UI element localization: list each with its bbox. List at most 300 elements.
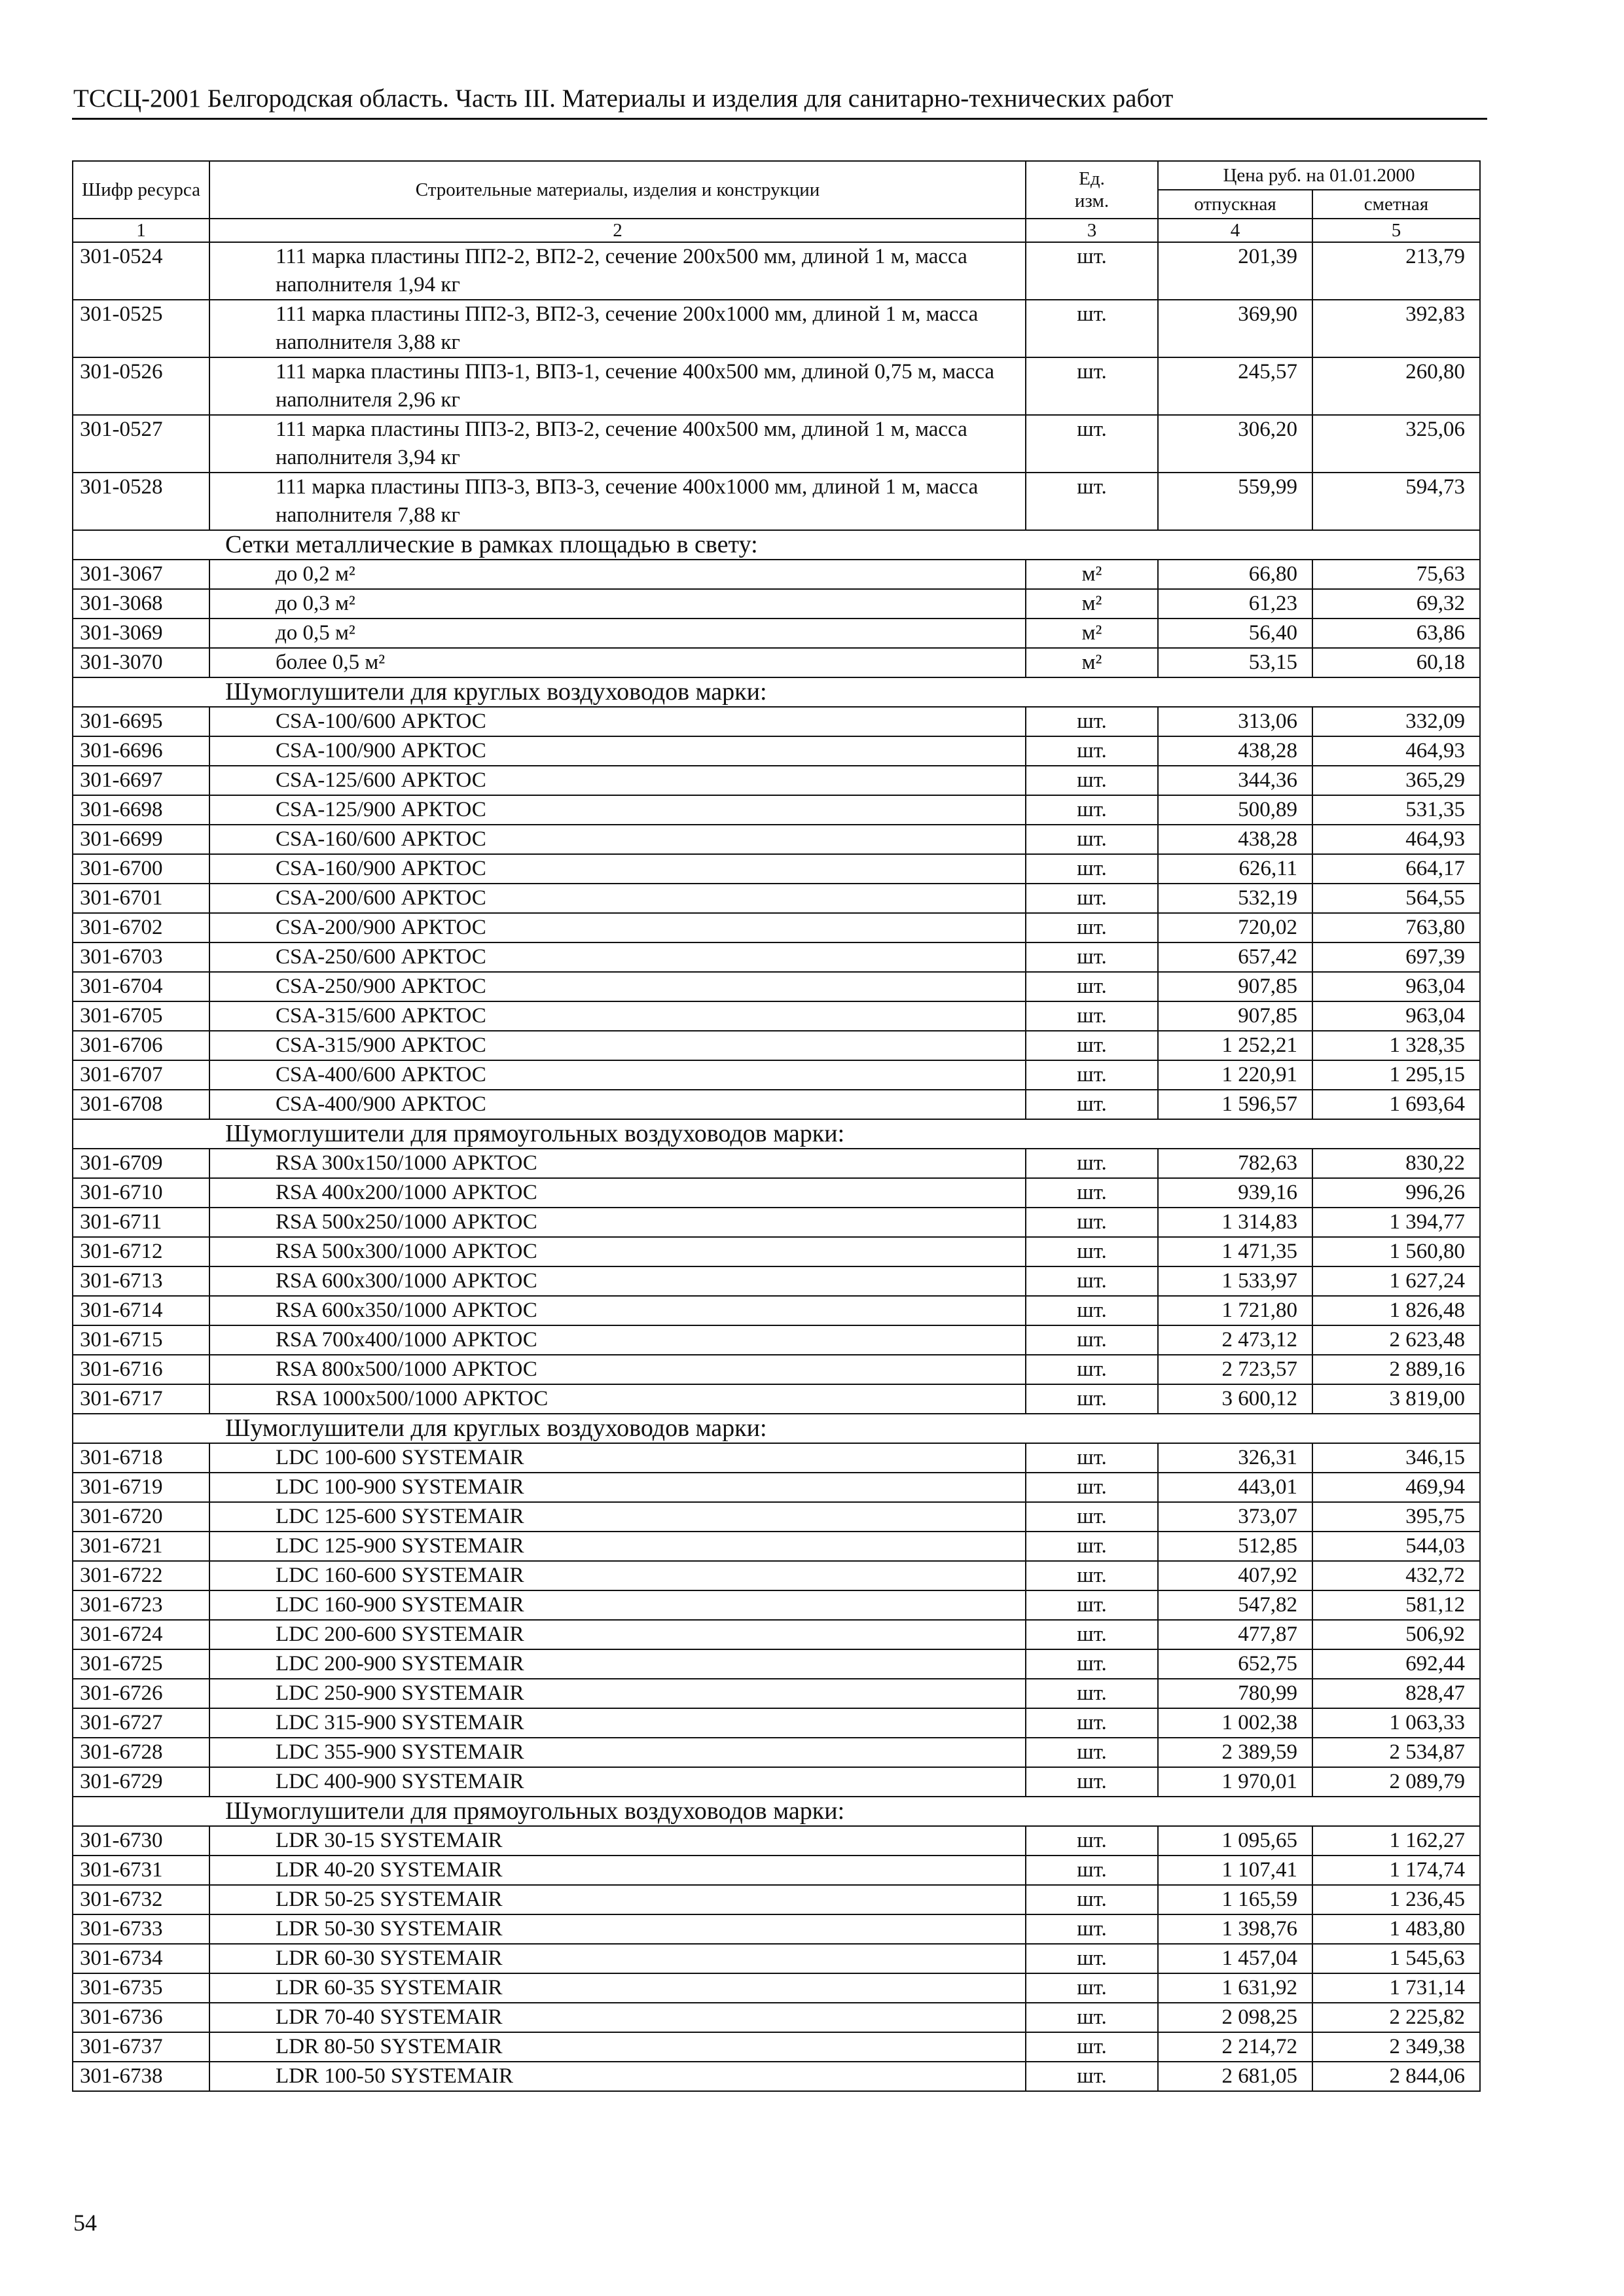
section-code-cell (73, 1119, 209, 1149)
table-row (73, 1590, 1480, 1620)
item-name-cell: LDC 100-900 SYSTEMAIR (209, 1473, 1026, 1502)
table-row (73, 1973, 1480, 2003)
unit-cell: шт. (1026, 300, 1158, 357)
item-name-cell: CSA-400/900 АРКТОС (209, 1090, 1026, 1119)
section-row (73, 677, 1480, 707)
unit-cell: шт. (1026, 1590, 1158, 1620)
estimate-price-cell: 1 693,64 (1312, 1090, 1480, 1119)
release-price-cell: 1 002,38 (1158, 1708, 1312, 1738)
item-name-cell: LDR 100-50 SYSTEMAIR (209, 2062, 1026, 2091)
resource-code-cell: 301-6714 (73, 1296, 209, 1325)
table-row (73, 1208, 1480, 1237)
unit-cell: м² (1026, 619, 1158, 648)
unit-cell: шт. (1026, 1679, 1158, 1708)
unit-cell: м² (1026, 589, 1158, 619)
col-header-price-group: Цена руб. на 01.01.2000 (1158, 161, 1480, 190)
unit-cell: шт. (1026, 1738, 1158, 1767)
resource-code-cell: 301-6716 (73, 1355, 209, 1384)
item-name-cell: RSA 700х400/1000 АРКТОС (209, 1325, 1026, 1355)
estimate-price-cell: 3 819,00 (1312, 1384, 1480, 1414)
table-row (73, 1325, 1480, 1355)
section-title: Шумоглушители для прямоугольных воздуховодов марки: (209, 1119, 1480, 1149)
item-name-cell: LDC 100-600 SYSTEMAIR (209, 1443, 1026, 1473)
table-row (73, 473, 1480, 530)
resource-code-cell: 301-6721 (73, 1532, 209, 1561)
table-row (73, 2032, 1480, 2062)
estimate-price-cell: 395,75 (1312, 1502, 1480, 1532)
item-name-cell: RSA 500х250/1000 АРКТОС (209, 1208, 1026, 1237)
estimate-price-cell: 544,03 (1312, 1532, 1480, 1561)
resource-code-cell: 301-6709 (73, 1149, 209, 1178)
table-row (73, 1090, 1480, 1119)
table-row (73, 766, 1480, 795)
estimate-price-cell: 1 627,24 (1312, 1266, 1480, 1296)
release-price-cell: 438,28 (1158, 736, 1312, 766)
unit-cell: м² (1026, 560, 1158, 589)
item-name-cell: CSA-125/900 АРКТОС (209, 795, 1026, 825)
table-row (73, 242, 1480, 300)
resource-code-cell: 301-6736 (73, 2003, 209, 2032)
table-row (73, 1532, 1480, 1561)
release-price-cell: 61,23 (1158, 589, 1312, 619)
table-row (73, 854, 1480, 884)
unit-cell: шт. (1026, 884, 1158, 913)
release-price-cell: 780,99 (1158, 1679, 1312, 1708)
release-price-cell: 56,40 (1158, 619, 1312, 648)
unit-cell: шт. (1026, 1060, 1158, 1090)
unit-cell: шт. (1026, 1944, 1158, 1973)
item-name-cell: RSA 500х300/1000 АРКТОС (209, 1237, 1026, 1266)
estimate-price-cell: 1 545,63 (1312, 1944, 1480, 1973)
resource-code-cell: 301-0528 (73, 473, 209, 530)
unit-cell: шт. (1026, 473, 1158, 530)
estimate-price-cell: 1 174,74 (1312, 1856, 1480, 1885)
resource-code-cell: 301-6724 (73, 1620, 209, 1649)
estimate-price-cell: 75,63 (1312, 560, 1480, 589)
unit-cell: шт. (1026, 1090, 1158, 1119)
resource-code-cell: 301-6701 (73, 884, 209, 913)
table-row (73, 1178, 1480, 1208)
col-number: 3 (1026, 219, 1158, 242)
item-name-cell: RSA 300х150/1000 АРКТОС (209, 1149, 1026, 1178)
unit-cell: шт. (1026, 1767, 1158, 1797)
item-name-cell: LDC 200-900 SYSTEMAIR (209, 1649, 1026, 1679)
unit-cell: шт. (1026, 1561, 1158, 1590)
resource-code-cell: 301-6711 (73, 1208, 209, 1237)
estimate-price-cell: 332,09 (1312, 707, 1480, 736)
resource-code-cell: 301-6698 (73, 795, 209, 825)
item-name-cell: CSA-200/600 АРКТОС (209, 884, 1026, 913)
estimate-price-cell: 2 225,82 (1312, 2003, 1480, 2032)
section-code-cell (73, 530, 209, 560)
resource-code-cell: 301-6720 (73, 1502, 209, 1532)
unit-cell: шт. (1026, 1620, 1158, 1649)
estimate-price-cell: 506,92 (1312, 1620, 1480, 1649)
section-code-cell (73, 1797, 209, 1826)
item-name-cell: до 0,5 м² (209, 619, 1026, 648)
table-row (73, 648, 1480, 677)
resource-code-cell: 301-6719 (73, 1473, 209, 1502)
section-title: Шумоглушители для круглых воздуховодов марки: (209, 677, 1480, 707)
resource-code-cell: 301-6734 (73, 1944, 209, 1973)
resource-code-cell: 301-6735 (73, 1973, 209, 2003)
table-row (73, 1031, 1480, 1060)
estimate-price-cell: 1 826,48 (1312, 1296, 1480, 1325)
table-row (73, 942, 1480, 972)
col-number: 5 (1312, 219, 1480, 242)
release-price-cell: 201,39 (1158, 242, 1312, 300)
resource-code-cell: 301-3067 (73, 560, 209, 589)
estimate-price-cell: 63,86 (1312, 619, 1480, 648)
estimate-price-cell: 469,94 (1312, 1473, 1480, 1502)
unit-cell: шт. (1026, 1532, 1158, 1561)
estimate-price-cell: 392,83 (1312, 300, 1480, 357)
item-name-cell: LDC 200-600 SYSTEMAIR (209, 1620, 1026, 1649)
resource-code-cell: 301-6715 (73, 1325, 209, 1355)
estimate-price-cell: 2 889,16 (1312, 1355, 1480, 1384)
estimate-price-cell: 1 731,14 (1312, 1973, 1480, 2003)
table-row (73, 1738, 1480, 1767)
item-name-cell: 111 марка пластины ПП2-3, ВП2-3, сечение 200х1000 мм, длиной 1 м, масса наполнителя 3,88 кг (209, 300, 1026, 357)
unit-cell: шт. (1026, 825, 1158, 854)
col-header-estimate: сметная (1312, 190, 1480, 219)
table-row (73, 1767, 1480, 1797)
table-row (73, 300, 1480, 357)
unit-cell: шт. (1026, 242, 1158, 300)
estimate-price-cell: 2 349,38 (1312, 2032, 1480, 2062)
estimate-price-cell: 432,72 (1312, 1561, 1480, 1590)
table-row (73, 1149, 1480, 1178)
item-name-cell: LDC 355-900 SYSTEMAIR (209, 1738, 1026, 1767)
estimate-price-cell: 996,26 (1312, 1178, 1480, 1208)
unit-cell: шт. (1026, 1502, 1158, 1532)
item-name-cell: 111 марка пластины ПП2-2, ВП2-2, сечение 200х500 мм, длиной 1 м, масса наполнителя 1,94 кг (209, 242, 1026, 300)
unit-cell: шт. (1026, 1001, 1158, 1031)
release-price-cell: 559,99 (1158, 473, 1312, 530)
table-row (73, 1473, 1480, 1502)
col-number: 2 (209, 219, 1026, 242)
release-price-cell: 1 165,59 (1158, 1885, 1312, 1914)
release-price-cell: 369,90 (1158, 300, 1312, 357)
unit-cell: шт. (1026, 766, 1158, 795)
unit-cell: шт. (1026, 1826, 1158, 1856)
release-price-cell: 2 723,57 (1158, 1355, 1312, 1384)
unit-cell: шт. (1026, 795, 1158, 825)
unit-cell: шт. (1026, 707, 1158, 736)
item-name-cell: 111 марка пластины ПП3-3, ВП3-3, сечение 400х1000 мм, длиной 1 м, масса наполнителя 7,88 кг (209, 473, 1026, 530)
item-name-cell: CSA-125/600 АРКТОС (209, 766, 1026, 795)
estimate-price-cell: 963,04 (1312, 972, 1480, 1001)
unit-cell: шт. (1026, 1031, 1158, 1060)
table-row (73, 357, 1480, 415)
release-price-cell: 939,16 (1158, 1178, 1312, 1208)
item-name-cell: LDC 125-600 SYSTEMAIR (209, 1502, 1026, 1532)
release-price-cell: 626,11 (1158, 854, 1312, 884)
resource-code-cell: 301-6697 (73, 766, 209, 795)
resource-code-cell: 301-6699 (73, 825, 209, 854)
release-price-cell: 1 471,35 (1158, 1237, 1312, 1266)
table-row (73, 1266, 1480, 1296)
release-price-cell: 1 970,01 (1158, 1767, 1312, 1797)
estimate-price-cell: 697,39 (1312, 942, 1480, 972)
col-header-release: отпускная (1158, 190, 1312, 219)
estimate-price-cell: 1 162,27 (1312, 1826, 1480, 1856)
estimate-price-cell: 2 534,87 (1312, 1738, 1480, 1767)
item-name-cell: RSA 600х300/1000 АРКТОС (209, 1266, 1026, 1296)
item-name-cell: RSA 600х350/1000 АРКТОС (209, 1296, 1026, 1325)
table-row (73, 560, 1480, 589)
release-price-cell: 245,57 (1158, 357, 1312, 415)
header-rule (72, 118, 1487, 120)
release-price-cell: 443,01 (1158, 1473, 1312, 1502)
item-name-cell: LDR 60-35 SYSTEMAIR (209, 1973, 1026, 2003)
release-price-cell: 477,87 (1158, 1620, 1312, 1649)
item-name-cell: более 0,5 м² (209, 648, 1026, 677)
table-row (73, 589, 1480, 619)
item-name-cell: RSA 800х500/1000 АРКТОС (209, 1355, 1026, 1384)
estimate-price-cell: 564,55 (1312, 884, 1480, 913)
resource-code-cell: 301-6710 (73, 1178, 209, 1208)
release-price-cell: 66,80 (1158, 560, 1312, 589)
release-price-cell: 2 214,72 (1158, 2032, 1312, 2062)
estimate-price-cell: 1 560,80 (1312, 1237, 1480, 1266)
resource-code-cell: 301-3069 (73, 619, 209, 648)
resource-code-cell: 301-6695 (73, 707, 209, 736)
price-table-body (73, 242, 1480, 2091)
item-name-cell: CSA-250/600 АРКТОС (209, 942, 1026, 972)
section-title: Сетки металлические в рамках площадью в свету: (209, 530, 1480, 560)
item-name-cell: до 0,3 м² (209, 589, 1026, 619)
release-price-cell: 782,63 (1158, 1149, 1312, 1178)
table-row (73, 707, 1480, 736)
estimate-price-cell: 464,93 (1312, 825, 1480, 854)
release-price-cell: 1 457,04 (1158, 1944, 1312, 1973)
table-row (73, 1384, 1480, 1414)
unit-cell: шт. (1026, 1266, 1158, 1296)
resource-code-cell: 301-0524 (73, 242, 209, 300)
resource-code-cell: 301-6702 (73, 913, 209, 942)
item-name-cell: CSA-400/600 АРКТОС (209, 1060, 1026, 1090)
table-row (73, 1649, 1480, 1679)
item-name-cell: CSA-160/600 АРКТОС (209, 825, 1026, 854)
release-price-cell: 1 533,97 (1158, 1266, 1312, 1296)
page-header-title: ТССЦ-2001 Белгородская область. Часть III. Материалы и изделия для санитарно-технических работ (73, 84, 1174, 113)
estimate-price-cell: 763,80 (1312, 913, 1480, 942)
table-row (73, 619, 1480, 648)
estimate-price-cell: 828,47 (1312, 1679, 1480, 1708)
unit-cell: м² (1026, 648, 1158, 677)
item-name-cell: LDR 30-15 SYSTEMAIR (209, 1826, 1026, 1856)
resource-code-cell: 301-6707 (73, 1060, 209, 1090)
release-price-cell: 547,82 (1158, 1590, 1312, 1620)
section-row (73, 1797, 1480, 1826)
item-name-cell: LDR 70-40 SYSTEMAIR (209, 2003, 1026, 2032)
estimate-price-cell: 325,06 (1312, 415, 1480, 473)
item-name-cell: CSA-200/900 АРКТОС (209, 913, 1026, 942)
table-row (73, 1001, 1480, 1031)
resource-code-cell: 301-6731 (73, 1856, 209, 1885)
section-row (73, 530, 1480, 560)
resource-code-cell: 301-6729 (73, 1767, 209, 1797)
resource-code-cell: 301-6722 (73, 1561, 209, 1590)
estimate-price-cell: 1 295,15 (1312, 1060, 1480, 1090)
item-name-cell: LDR 50-30 SYSTEMAIR (209, 1914, 1026, 1944)
table-row (73, 1914, 1480, 1944)
item-name-cell: CSA-160/900 АРКТОС (209, 854, 1026, 884)
item-name-cell: CSA-100/900 АРКТОС (209, 736, 1026, 766)
table-row (73, 972, 1480, 1001)
estimate-price-cell: 1 394,77 (1312, 1208, 1480, 1237)
table-row (73, 2062, 1480, 2091)
unit-cell: шт. (1026, 1237, 1158, 1266)
release-price-cell: 1 721,80 (1158, 1296, 1312, 1325)
price-table (72, 160, 1481, 2092)
resource-code-cell: 301-3070 (73, 648, 209, 677)
item-name-cell: RSA 1000х500/1000 АРКТОС (209, 1384, 1026, 1414)
table-row (73, 1826, 1480, 1856)
table-row (73, 1561, 1480, 1590)
release-price-cell: 1 252,21 (1158, 1031, 1312, 1060)
unit-cell: шт. (1026, 1208, 1158, 1237)
release-price-cell: 500,89 (1158, 795, 1312, 825)
item-name-cell: до 0,2 м² (209, 560, 1026, 589)
table-row (73, 1679, 1480, 1708)
estimate-price-cell: 664,17 (1312, 854, 1480, 884)
unit-cell: шт. (1026, 1914, 1158, 1944)
item-name-cell: CSA-100/600 АРКТОС (209, 707, 1026, 736)
unit-cell: шт. (1026, 1473, 1158, 1502)
unit-cell: шт. (1026, 2003, 1158, 2032)
item-name-cell: CSA-250/900 АРКТОС (209, 972, 1026, 1001)
resource-code-cell: 301-6733 (73, 1914, 209, 1944)
resource-code-cell: 301-6718 (73, 1443, 209, 1473)
item-name-cell: RSA 400х200/1000 АРКТОС (209, 1178, 1026, 1208)
item-name-cell: 111 марка пластины ПП3-2, ВП3-2, сечение 400х500 мм, длиной 1 м, масса наполнителя 3,94 кг (209, 415, 1026, 473)
unit-cell: шт. (1026, 942, 1158, 972)
table-row (73, 1944, 1480, 1973)
release-price-cell: 532,19 (1158, 884, 1312, 913)
unit-cell: шт. (1026, 1355, 1158, 1384)
table-row (73, 1856, 1480, 1885)
resource-code-cell: 301-6727 (73, 1708, 209, 1738)
release-price-cell: 1 107,41 (1158, 1856, 1312, 1885)
table-row (73, 913, 1480, 942)
release-price-cell: 306,20 (1158, 415, 1312, 473)
page-number: 54 (73, 2210, 97, 2236)
section-code-cell (73, 677, 209, 707)
release-price-cell: 2 681,05 (1158, 2062, 1312, 2091)
unit-cell: шт. (1026, 1384, 1158, 1414)
table-row (73, 1060, 1480, 1090)
estimate-price-cell: 60,18 (1312, 648, 1480, 677)
release-price-cell: 652,75 (1158, 1649, 1312, 1679)
estimate-price-cell: 581,12 (1312, 1590, 1480, 1620)
release-price-cell: 720,02 (1158, 913, 1312, 942)
item-name-cell: CSA-315/900 АРКТОС (209, 1031, 1026, 1060)
table-row (73, 415, 1480, 473)
estimate-price-cell: 1 236,45 (1312, 1885, 1480, 1914)
item-name-cell: LDR 50-25 SYSTEMAIR (209, 1885, 1026, 1914)
resource-code-cell: 301-6708 (73, 1090, 209, 1119)
item-name-cell: LDR 60-30 SYSTEMAIR (209, 1944, 1026, 1973)
estimate-price-cell: 1 483,80 (1312, 1914, 1480, 1944)
release-price-cell: 657,42 (1158, 942, 1312, 972)
table-row (73, 1443, 1480, 1473)
col-header-code: Шифр ресурса (73, 161, 209, 219)
estimate-price-cell: 830,22 (1312, 1149, 1480, 1178)
table-row (73, 1620, 1480, 1649)
release-price-cell: 2 098,25 (1158, 2003, 1312, 2032)
estimate-price-cell: 464,93 (1312, 736, 1480, 766)
resource-code-cell: 301-0527 (73, 415, 209, 473)
resource-code-cell: 301-6696 (73, 736, 209, 766)
resource-code-cell: 301-6725 (73, 1649, 209, 1679)
unit-cell: шт. (1026, 2062, 1158, 2091)
unit-cell: шт. (1026, 415, 1158, 473)
release-price-cell: 907,85 (1158, 1001, 1312, 1031)
release-price-cell: 326,31 (1158, 1443, 1312, 1473)
item-name-cell: LDC 400-900 SYSTEMAIR (209, 1767, 1026, 1797)
resource-code-cell: 301-6713 (73, 1266, 209, 1296)
table-row (73, 795, 1480, 825)
table-row (73, 1502, 1480, 1532)
unit-cell: шт. (1026, 736, 1158, 766)
unit-cell: шт. (1026, 1178, 1158, 1208)
unit-cell: шт. (1026, 1708, 1158, 1738)
resource-code-cell: 301-6712 (73, 1237, 209, 1266)
resource-code-cell: 301-6732 (73, 1885, 209, 1914)
estimate-price-cell: 69,32 (1312, 589, 1480, 619)
estimate-price-cell: 1 328,35 (1312, 1031, 1480, 1060)
resource-code-cell: 301-6738 (73, 2062, 209, 2091)
resource-code-cell: 301-6723 (73, 1590, 209, 1620)
release-price-cell: 407,92 (1158, 1561, 1312, 1590)
table-row (73, 1296, 1480, 1325)
section-title: Шумоглушители для прямоугольных воздуховодов марки: (209, 1797, 1480, 1826)
estimate-price-cell: 963,04 (1312, 1001, 1480, 1031)
estimate-price-cell: 260,80 (1312, 357, 1480, 415)
item-name-cell: LDC 250-900 SYSTEMAIR (209, 1679, 1026, 1708)
unit-cell: шт. (1026, 1885, 1158, 1914)
estimate-price-cell: 594,73 (1312, 473, 1480, 530)
release-price-cell: 1 314,83 (1158, 1208, 1312, 1237)
release-price-cell: 344,36 (1158, 766, 1312, 795)
unit-cell: шт. (1026, 1296, 1158, 1325)
unit-cell: шт. (1026, 854, 1158, 884)
section-row (73, 1119, 1480, 1149)
table-row (73, 1885, 1480, 1914)
estimate-price-cell: 2 844,06 (1312, 2062, 1480, 2091)
section-title: Шумоглушители для круглых воздуховодов марки: (209, 1414, 1480, 1443)
unit-cell: шт. (1026, 357, 1158, 415)
estimate-price-cell: 365,29 (1312, 766, 1480, 795)
resource-code-cell: 301-6737 (73, 2032, 209, 2062)
resource-code-cell: 301-3068 (73, 589, 209, 619)
col-number: 4 (1158, 219, 1312, 242)
item-name-cell: CSA-315/600 АРКТОС (209, 1001, 1026, 1031)
table-row (73, 825, 1480, 854)
resource-code-cell: 301-0526 (73, 357, 209, 415)
release-price-cell: 1 631,92 (1158, 1973, 1312, 2003)
release-price-cell: 3 600,12 (1158, 1384, 1312, 1414)
resource-code-cell: 301-0525 (73, 300, 209, 357)
release-price-cell: 1 398,76 (1158, 1914, 1312, 1944)
resource-code-cell: 301-6704 (73, 972, 209, 1001)
resource-code-cell: 301-6706 (73, 1031, 209, 1060)
unit-cell: шт. (1026, 1973, 1158, 2003)
estimate-price-cell: 213,79 (1312, 242, 1480, 300)
section-code-cell (73, 1414, 209, 1443)
